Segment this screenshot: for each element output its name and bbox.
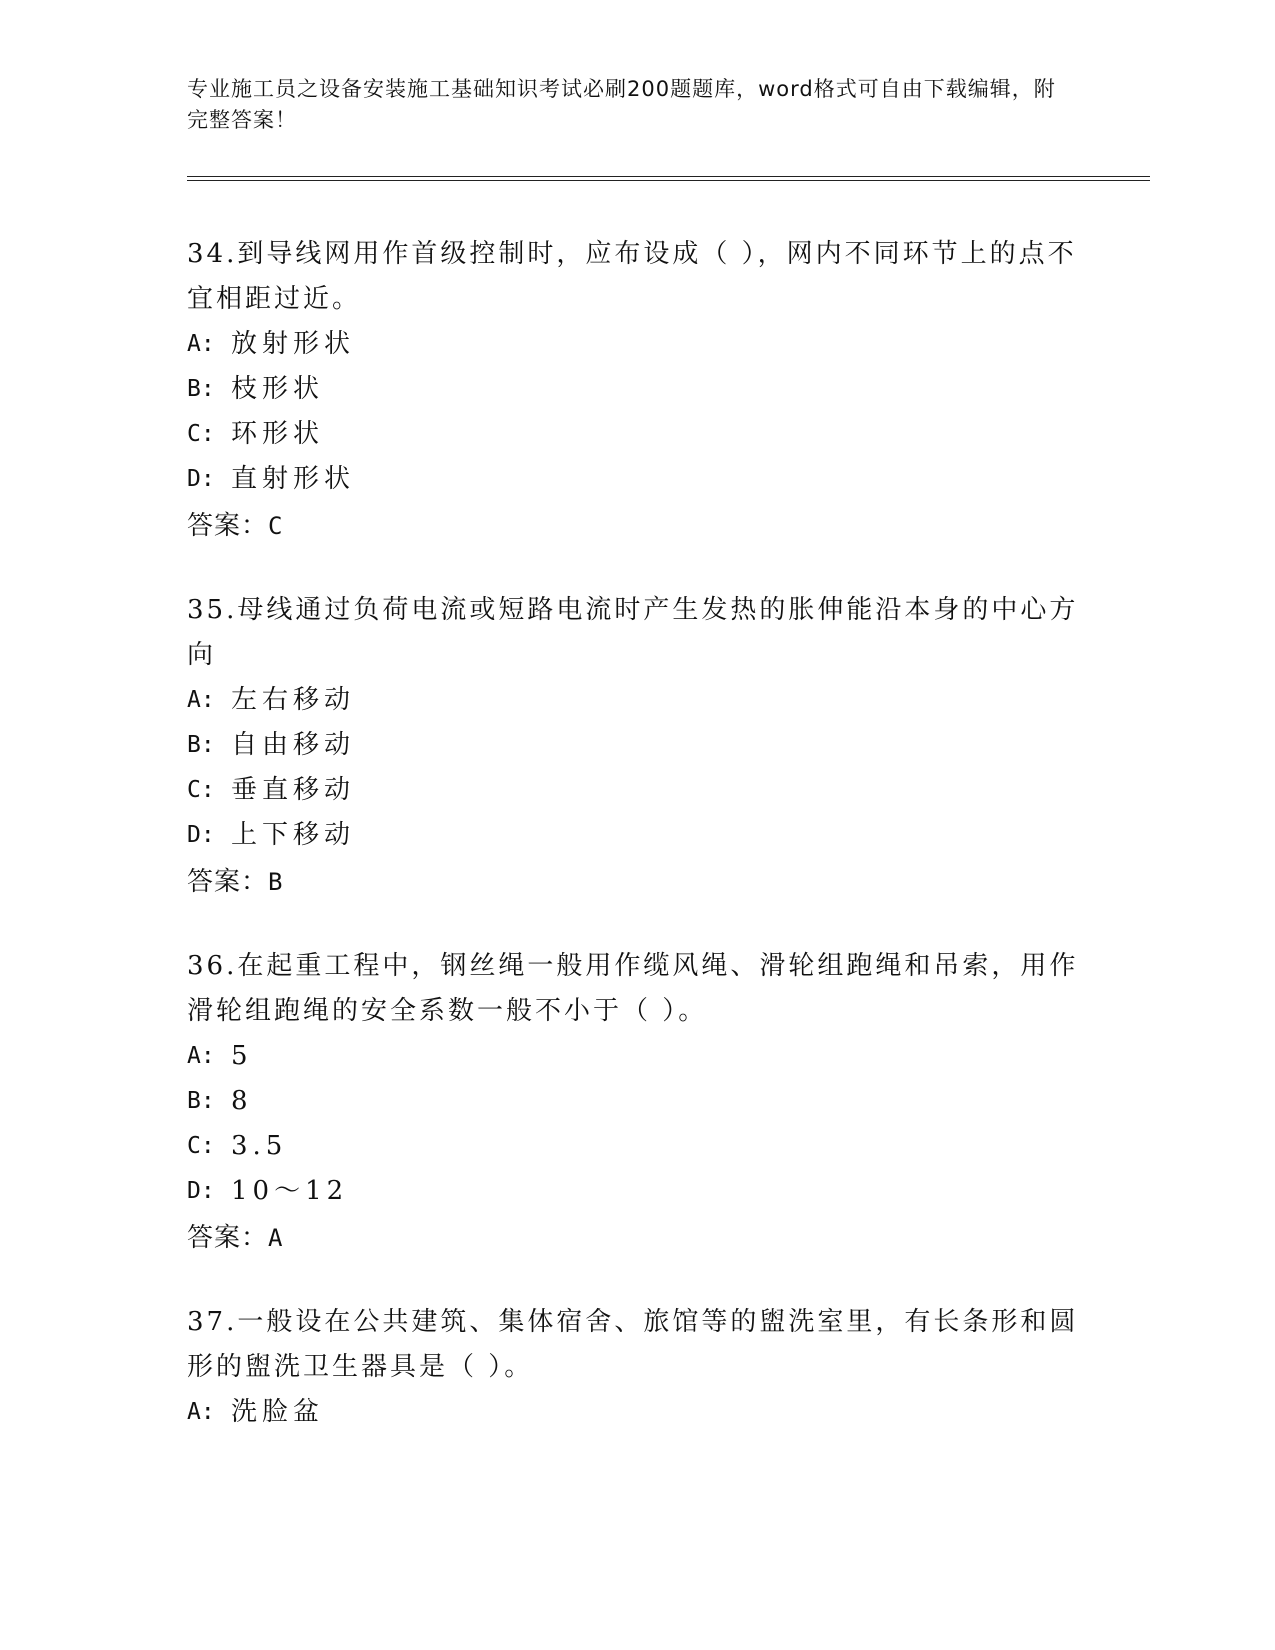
option-text: 上下移动 (231, 820, 356, 850)
question-36 (187, 944, 1087, 1262)
option-text: 垂直移动 (231, 775, 356, 805)
option-letter: D: (187, 466, 215, 492)
option-b (187, 367, 1087, 412)
answer-label: 答案： (187, 867, 269, 897)
option-text: 枝形状 (231, 374, 325, 404)
question-text: 37.一般设在公共建筑、集体宿舍、旅馆等的盥洗室里，有长条形和圆形的盥洗卫生器具是（ ）。 (187, 1307, 1079, 1382)
option-text: 放射形状 (231, 329, 356, 359)
option-text: 8 (231, 1086, 253, 1116)
option-letter: D: (187, 1178, 215, 1204)
option-text: 环形状 (231, 419, 325, 449)
answer-line (187, 502, 1087, 550)
option-text: 10～12 (231, 1176, 349, 1206)
option-c (187, 1124, 1087, 1169)
answer-line (187, 1214, 1087, 1262)
answer-label: 答案： (187, 1223, 269, 1253)
question-list (187, 232, 1087, 1473)
header-divider (187, 176, 1150, 181)
question-37 (187, 1300, 1087, 1435)
question-text: 36.在起重工程中，钢丝绳一般用作缆风绳、滑轮组跑绳和吊索，用作滑轮组跑绳的安全系数一般不小于（ ）。 (187, 951, 1079, 1026)
option-text: 5 (231, 1041, 253, 1071)
option-letter: B: (187, 732, 215, 758)
option-b (187, 723, 1087, 768)
option-letter: D: (187, 822, 215, 848)
answer-value: A (268, 1224, 284, 1252)
option-a (187, 322, 1087, 367)
option-letter: A: (187, 1399, 215, 1425)
question-35 (187, 588, 1087, 906)
answer-label: 答案： (187, 511, 269, 541)
option-text: 左右移动 (231, 685, 356, 715)
option-a (187, 678, 1087, 723)
option-a (187, 1390, 1087, 1435)
option-letter: B: (187, 376, 215, 402)
option-letter: B: (187, 1088, 215, 1114)
option-a (187, 1034, 1087, 1079)
option-letter: C: (187, 1133, 215, 1159)
option-c (187, 768, 1087, 813)
question-text: 34.到导线网用作首级控制时，应布设成（ ），网内不同环节上的点不宜相距过近。 (187, 239, 1077, 314)
option-letter: A: (187, 331, 215, 357)
option-text: 直射形状 (231, 464, 356, 494)
option-text: 自由移动 (231, 730, 356, 760)
option-letter: A: (187, 1043, 215, 1069)
option-c (187, 412, 1087, 457)
question-34 (187, 232, 1087, 550)
option-b (187, 1079, 1087, 1124)
option-d (187, 457, 1087, 502)
option-d (187, 813, 1087, 858)
answer-value: B (268, 868, 284, 896)
option-letter: A: (187, 687, 215, 713)
option-letter: C: (187, 421, 215, 447)
option-text: 洗脸盆 (231, 1397, 325, 1427)
answer-value: C (268, 512, 284, 540)
answer-line (187, 858, 1087, 906)
option-text: 3.5 (231, 1131, 288, 1161)
option-letter: C: (187, 777, 215, 803)
document-header: 专业施工员之设备安装施工基础知识考试必刷200题题库，word格式可自由下载编辑，附完整答案！ (187, 77, 1056, 132)
option-d (187, 1169, 1087, 1214)
question-text: 35.母线通过负荷电流或短路电流时产生发热的胀伸能沿本身的中心方向 (187, 595, 1079, 670)
